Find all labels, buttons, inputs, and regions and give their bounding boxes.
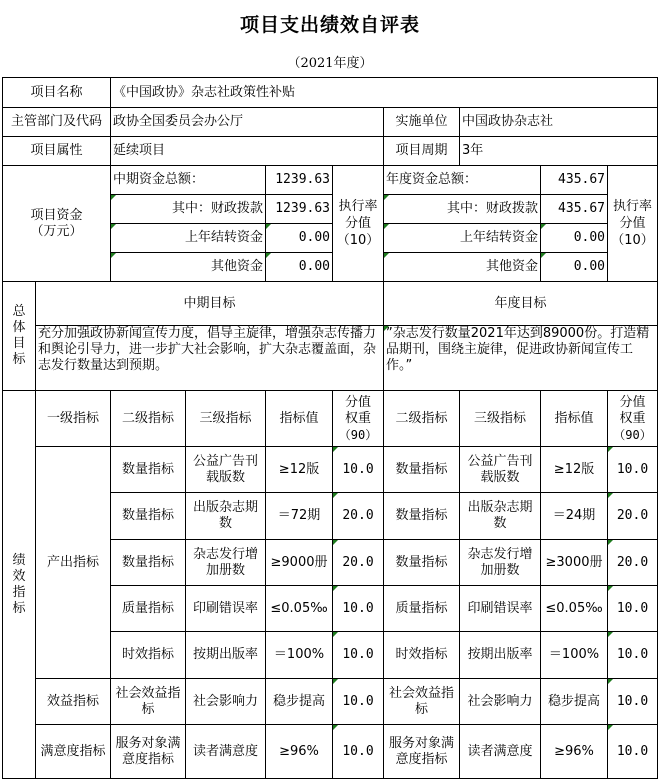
mid-fiscal-value: 1239.63: [266, 195, 333, 224]
year-level2: 数量指标: [384, 493, 460, 540]
mid-carry-value: 0.00: [266, 224, 333, 253]
mid-other-value: 0.00: [266, 253, 333, 282]
year-weight: 10.0: [608, 632, 658, 679]
attr-label: 项目属性: [3, 137, 111, 166]
mid-value: ＝72期: [266, 493, 333, 540]
year-weight: 20.0: [608, 493, 658, 540]
year-score-cell: [608, 166, 658, 282]
funds-unit: （万元）: [30, 223, 83, 239]
year-fiscal-label: 其中：财政拨款: [384, 195, 541, 224]
group-satisfaction: 满意度指标: [36, 725, 111, 779]
year-level3: 读者满意度: [460, 725, 541, 779]
year-level3: 杂志发行增加册数: [460, 540, 541, 586]
period-label: 项目周期: [384, 137, 460, 166]
year-level2: 时效指标: [384, 632, 460, 679]
mid-level2: 服务对象满意度指标: [111, 725, 186, 779]
year-other-label: 其他资金: [384, 253, 541, 282]
mid-weight: 10.0: [333, 725, 384, 779]
table-row: [3, 679, 658, 725]
year-weight: 20.0: [608, 540, 658, 586]
year-level3: 按期出版率: [460, 632, 541, 679]
indicators-label-char: 效: [12, 568, 26, 584]
year-level3: 公益广告刊载版数: [460, 447, 541, 493]
mid-level2: 社会效益指标: [111, 679, 186, 725]
header-year-weight: [608, 391, 658, 447]
header-year-level3: 三级指标: [460, 391, 541, 447]
year-goal-text: ”杂志发行数量2021年达到89000份。打造精品期刊，围绕主旋律，促进政协新闻宣传工作。”: [384, 326, 658, 391]
year-value: 稳步提高: [541, 679, 608, 725]
mid-value: ＝100%: [266, 632, 333, 679]
row-fund-total: [3, 166, 658, 195]
table-row: [3, 725, 658, 779]
mid-score-label-1: 执行率: [338, 199, 378, 214]
mid-level2: 数量指标: [111, 493, 186, 540]
page-title: 项目支出绩效自评表: [239, 14, 420, 36]
mid-level2: 数量指标: [111, 540, 186, 586]
funds-label: 项目资金: [30, 207, 83, 223]
year-level3: 印刷错误率: [460, 586, 541, 632]
year-value: ＝100%: [541, 632, 608, 679]
dept-label: 主管部门及代码: [3, 108, 111, 137]
year-score-label-3: （10）: [611, 233, 654, 248]
mid-weight: 10.0: [333, 679, 384, 725]
header-weight-line: 分值: [619, 394, 646, 410]
goals-label-char: 体: [12, 320, 26, 335]
year-carry-value: 0.00: [541, 224, 608, 253]
year-value: ≥3000册: [541, 540, 608, 586]
header-value: 指标值: [266, 391, 333, 447]
mid-weight: 20.0: [333, 493, 384, 540]
year-carry-label: 上年结转资金: [384, 224, 541, 253]
row-goal-text: [3, 326, 658, 391]
impl-label: 实施单位: [384, 108, 460, 137]
year-value: ≥96%: [541, 725, 608, 779]
mid-value: 稳步提高: [266, 679, 333, 725]
mid-score-label-2: 分值: [345, 216, 372, 231]
impl-value: 中国政协杂志社: [460, 108, 658, 137]
header-weight-line: 权重: [619, 410, 646, 426]
header-level2: 二级指标: [111, 391, 186, 447]
performance-table: [2, 77, 658, 779]
year-goal-header: 年度目标: [384, 282, 658, 326]
year-fiscal-value: 435.67: [541, 195, 608, 224]
mid-fiscal-label: 其中：财政拨款: [111, 195, 266, 224]
mid-level3: 杂志发行增加册数: [186, 540, 266, 586]
dept-value: 政协全国委员会办公厅: [111, 108, 384, 137]
attr-value: 延续项目: [111, 137, 384, 166]
mid-value: ≥9000册: [266, 540, 333, 586]
year-weight: 10.0: [608, 679, 658, 725]
table-row: [3, 447, 658, 493]
mid-level2: 数量指标: [111, 447, 186, 493]
header-level1: 一级指标: [36, 391, 111, 447]
year-value: ≥12版: [541, 447, 608, 493]
year-weight: 10.0: [608, 586, 658, 632]
row-project-name: [3, 78, 658, 108]
mid-score-cell: [333, 166, 384, 282]
mid-weight: 10.0: [333, 632, 384, 679]
mid-score-label-3: （10）: [336, 233, 380, 248]
header-year-value: 指标值: [541, 391, 608, 447]
year-subtitle: （2021年度）: [287, 56, 373, 71]
group-benefit: 效益指标: [36, 679, 111, 725]
row-dept: [3, 108, 658, 137]
mid-carry-label: 上年结转资金: [111, 224, 266, 253]
header-year-level2: 二级指标: [384, 391, 460, 447]
year-score-label-1: 执行率: [613, 199, 653, 214]
year-level3: 社会影响力: [460, 679, 541, 725]
goals-label-cell: [3, 282, 36, 391]
header-weight-line: 分值: [345, 394, 372, 410]
year-weight: 10.0: [608, 447, 658, 493]
year-level2: 社会效益指标: [384, 679, 460, 725]
goals-label-char: 标: [12, 352, 26, 367]
year-value: ≤0.05‰: [541, 586, 608, 632]
row-indicator-headers: [3, 391, 658, 447]
mid-level2: 时效指标: [111, 632, 186, 679]
year-value: ＝24期: [541, 493, 608, 540]
mid-weight: 10.0: [333, 447, 384, 493]
row-goal-headers: [3, 282, 658, 326]
mid-goal-text: 充分加强政协新闻宣传力度，倡导主旋律，增强杂志传播力和舆论引导力，进一步扩大社会影响，扩大杂志覆盖面，杂志发行数量达到预期。: [36, 326, 384, 391]
year-total-label: 年度资金总额：: [384, 166, 541, 195]
mid-level3: 按期出版率: [186, 632, 266, 679]
header-weight-line: （90）: [338, 427, 378, 442]
mid-other-label: 其他资金: [111, 253, 266, 282]
year-other-value: 0.00: [541, 253, 608, 282]
header-weight: [333, 391, 384, 447]
goals-label-char: 目: [12, 336, 26, 351]
year-level2: 质量指标: [384, 586, 460, 632]
mid-total-value: 1239.63: [266, 166, 333, 195]
indicators-label-char: 绩: [12, 552, 26, 568]
mid-value: ≤0.05‰: [266, 586, 333, 632]
year-level2: 服务对象满意度指标: [384, 725, 460, 779]
header-weight-line: （90）: [613, 427, 652, 442]
year-level3: 出版杂志期数: [460, 493, 541, 540]
year-level2: 数量指标: [384, 540, 460, 586]
header-level3: 三级指标: [186, 391, 266, 447]
mid-weight: 20.0: [333, 540, 384, 586]
period-value: 3年: [460, 137, 658, 166]
indicators-label-char: 标: [12, 600, 26, 616]
group-output: 产出指标: [36, 447, 111, 679]
project-name-value: 《中国政协》杂志社政策性补贴: [111, 78, 658, 108]
project-name-label: 项目名称: [3, 78, 111, 108]
mid-level3: 社会影响力: [186, 679, 266, 725]
mid-level3: 读者满意度: [186, 725, 266, 779]
goals-label-char: 总: [12, 304, 26, 319]
row-attr: [3, 137, 658, 166]
mid-weight: 10.0: [333, 586, 384, 632]
mid-value: ≥12版: [266, 447, 333, 493]
header-weight-line: 权重: [345, 410, 372, 426]
year-total-value: 435.67: [541, 166, 608, 195]
mid-goal-header: 中期目标: [36, 282, 384, 326]
mid-level3: 公益广告刊载版数: [186, 447, 266, 493]
mid-total-label: 中期资金总额：: [111, 166, 266, 195]
year-score-label-2: 分值: [619, 216, 646, 231]
indicators-label-cell: [3, 391, 36, 779]
mid-value: ≥96%: [266, 725, 333, 779]
mid-level3: 印刷错误率: [186, 586, 266, 632]
mid-level2: 质量指标: [111, 586, 186, 632]
mid-level3: 出版杂志期数: [186, 493, 266, 540]
year-weight: 10.0: [608, 725, 658, 779]
funds-label-cell: [3, 166, 111, 282]
year-level2: 数量指标: [384, 447, 460, 493]
indicators-label-char: 指: [12, 584, 26, 600]
